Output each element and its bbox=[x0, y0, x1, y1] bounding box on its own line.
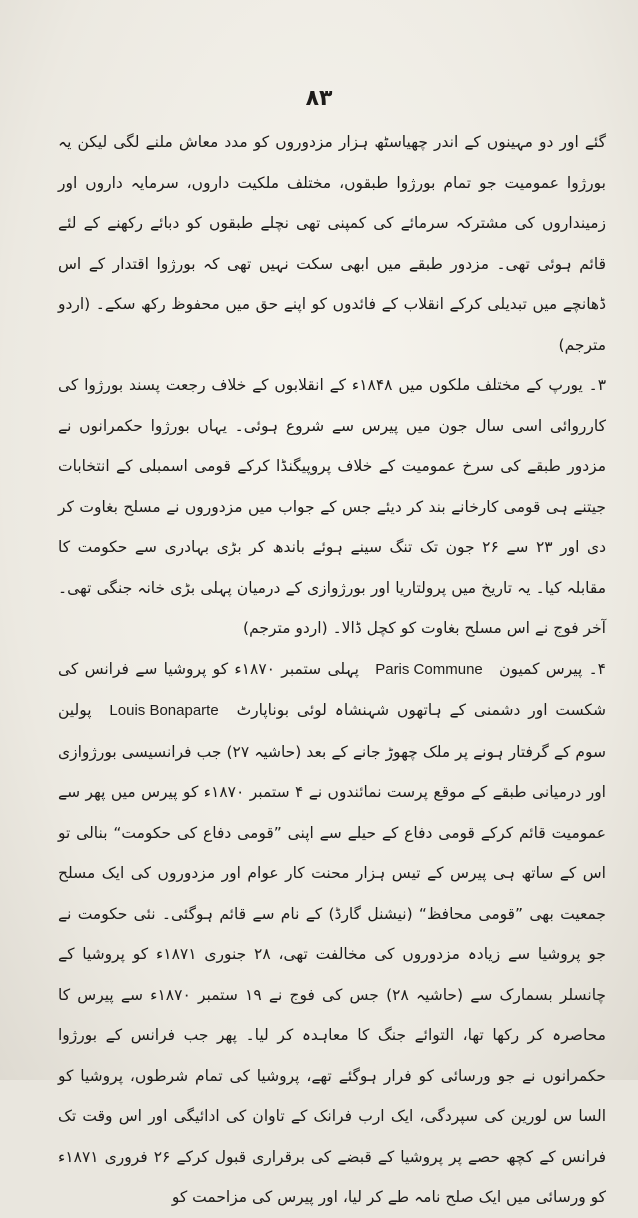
page-body bbox=[58, 122, 606, 1218]
paragraph-2 bbox=[58, 365, 606, 649]
latin-term-louis-bonaparte: Louis Bonaparte bbox=[109, 702, 219, 719]
latin-term-paris-commune: Paris Commune bbox=[375, 660, 483, 678]
paragraph-1-text: گئے اور دو مہینوں کے اندر چھیاسٹھ ہزار مزدوروں کو مدد معاش ملنے لگی لیکن یہ بورژوا عمومیت جو تمام بورژوا طبقوں، مختلف ملکیت داروں، سرمایہ داروں اور زمینداروں کی مشترکہ سرمائے کی کمپنی تھی نچلے طبقوں کو دبائے رکھنے کے لئے قائم ہوئی تھی۔ مزدور طبقے میں ابھی سکت نہیں تھی کہ بورژوا اقتدار کے اس ڈھانچے میں تبدیلی کرکے انقلاب کے فائدوں کو اپنے حق میں محفوظ رکھ سکے۔ bbox=[58, 133, 606, 313]
paragraph-3-segment-1: پہلی ستمبر ۱۸۷۰ء کو پروشیا سے فرانس کی شکست اور دشمنی کے ہاتھوں شہنشاہ لوئی بوناپارٹ bbox=[58, 659, 606, 719]
translator-note: (اردو مترجم) bbox=[243, 619, 328, 637]
paragraph-3-segment-2: پولین سوم کے گرفتار ہونے پر ملک چھوڑ جانے کے بعد (حاشیہ ۲۷) جب فرانسیسی بورژوازی اور درمیانی طبقے کے موقع پرست نمائندوں نے ۴ ستمبر ۱۸۷۰ء کو پیرس میں پھر سے عمومیت قائم کرکے قومی دفاع کے حیلے سے اپنی ”قومی دفاع کی حکومت“ بنالی تو اس کے ساتھ ہی پیرس کے تیس ہزار محنت کار عوام اور مزدوروں کی ایک مسلح جمعیت بھی ”قومی محافظ“ (نیشنل گارڈ) کے نام سے قائم ہوگئی۔ نئی حکومت نے جو پروشیا سے زیادہ مزدوروں کی مخالفت تھی، ۲۸ جنوری ۱۸۷۱ء کو پروشیا کے چانسلر بسمارک سے (حاشیہ ۲۸) جس کی فوج نے ۱۹ ستمبر ۱۸۷۰ء سے پیرس کا محاصرہ کر رکھا تھا، التوائے جنگ کا معاہدہ کر لیا۔ پھر جب فرانس کے بورژوا حکمرانوں نے جو ورسائی کو فرار ہوگئے تھے، پروشیا کی تمام شرطوں، پروشیا کو السا س لورین کی سپردگی، ایک ارب فرانک کے تاوان کی ادائیگی اور اس وقت تک فرانس کے کچھ حصے پر پروشیا کے قبضے کی برقراری قبول کرکے ۲۶ فروری ۱۸۷۱ء کو ورسائی میں ایک صلح نامہ طے کر لیا، اور پیرس کی مزاحمت کو bbox=[58, 701, 607, 1206]
paragraph-3-lead: ۴۔ پیرس کمیون bbox=[499, 659, 606, 678]
paragraph-3 bbox=[58, 649, 606, 1218]
paragraph-1 bbox=[58, 122, 606, 365]
translator-note: (اردو مترجم) bbox=[58, 295, 606, 354]
page-number: ٨٣ bbox=[305, 86, 333, 111]
paragraph-2-text: ۳۔ یورپ کے مختلف ملکوں میں ۱۸۴۸ء کے انقلابوں کے خلاف رجعت پسند بورژوا کی کارروائی اسی سال جون میں پیرس سے شروع ہوئی۔ یہاں بورژوا حکمرانوں نے مزدور طبقے کی سرخ عمومیت کے خلاف پروپیگنڈا کرکے قومی اسمبلی کے انتخابات جیتنے ہی قومی کارخانے بند کر دیئے جس کے جواب میں مزدوروں نے مسلح بغاوت کر دی اور ۲۳ سے ۲۶ جون تک تنگ سینے ہوئے باندھ کر بڑی بہادری سے حکومت کا مقابلہ کیا۔ یہ تاریخ میں پرولتاریا اور بورژوازی کے درمیان پہلی بڑی خانہ جنگی تھی۔ آخر فوج نے اس مسلح بغاوت کو کچل ڈالا۔ bbox=[58, 376, 607, 637]
